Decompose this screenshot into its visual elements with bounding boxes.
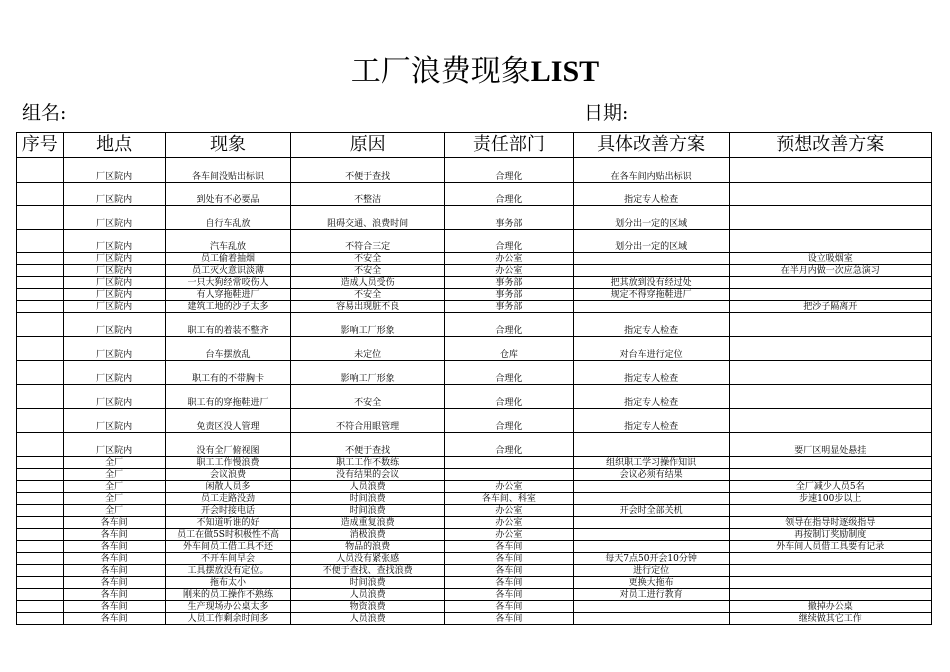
row-expected-plan [729, 457, 932, 469]
row-cause: 职工工作不数练 [291, 457, 445, 469]
table-row [17, 183, 932, 206]
row-specific-plan: 指定专人检查 [573, 183, 729, 206]
row-location: 厂区院内 [63, 409, 165, 433]
row-specific-plan: 把其放到没有经过处 [573, 277, 729, 289]
row-phenomenon: 员工偷着抽烟 [165, 253, 291, 265]
row-cause: 不便于查找、查找浪费 [291, 565, 445, 577]
row-cause: 不便于查找 [291, 433, 445, 457]
row-specific-plan: 指定专人检查 [573, 361, 729, 385]
row-phenomenon: 员工走路没劲 [165, 493, 291, 505]
row-phenomenon: 开会时接电话 [165, 505, 291, 517]
row-phenomenon: 人员工作剩余时间多 [165, 613, 291, 625]
row-expected-plan: 领导在指导时逐级指导 [729, 517, 932, 529]
row-location: 各车间 [63, 589, 165, 601]
row-specific-plan [573, 481, 729, 493]
row-phenomenon: 员工在做5S时积极性不高 [165, 529, 291, 541]
row-department: 办公室 [445, 517, 574, 529]
row-specific-plan: 对员工进行教育 [573, 589, 729, 601]
row-specific-plan [573, 517, 729, 529]
row-expected-plan [729, 313, 932, 337]
row-phenomenon: 会议浪费 [165, 469, 291, 481]
row-specific-plan [573, 541, 729, 553]
row-phenomenon: 刚来的员工操作不熟练 [165, 589, 291, 601]
table-row [17, 313, 932, 337]
row-location: 厂区院内 [63, 277, 165, 289]
row-location: 厂区院内 [63, 289, 165, 301]
table-row [17, 481, 932, 493]
col-header-specific-plan: 具体改善方案 [573, 133, 729, 158]
row-department [445, 469, 574, 481]
table-row [17, 589, 932, 601]
row-department: 合理化 [445, 433, 574, 457]
row-specific-plan [573, 601, 729, 613]
row-index [17, 541, 64, 553]
row-location: 厂区院内 [63, 313, 165, 337]
row-location: 各车间 [63, 565, 165, 577]
date-label: 日期: [584, 102, 629, 124]
row-expected-plan: 要厂区明显处悬挂 [729, 433, 932, 457]
row-expected-plan [729, 289, 932, 301]
row-cause: 容易出现脏不良 [291, 301, 445, 313]
row-department: 事务部 [445, 289, 574, 301]
row-index [17, 206, 64, 230]
row-expected-plan [729, 385, 932, 409]
row-expected-plan [729, 230, 932, 253]
row-cause: 不安全 [291, 289, 445, 301]
row-specific-plan: 划分出一定的区域 [573, 230, 729, 253]
row-cause: 影响工厂形象 [291, 361, 445, 385]
row-location: 厂区院内 [63, 433, 165, 457]
row-specific-plan: 开会时全部关机 [573, 505, 729, 517]
row-department: 各车间 [445, 577, 574, 589]
row-index [17, 577, 64, 589]
row-index [17, 613, 64, 625]
row-cause: 物品的浪费 [291, 541, 445, 553]
row-expected-plan: 再按制订奖励制度 [729, 529, 932, 541]
row-phenomenon: 自行车乱放 [165, 206, 291, 230]
row-index [17, 565, 64, 577]
row-index [17, 253, 64, 265]
row-specific-plan: 更换大拖布 [573, 577, 729, 589]
row-cause: 影响工厂形象 [291, 313, 445, 337]
row-expected-plan [729, 589, 932, 601]
row-department: 合理化 [445, 158, 574, 183]
row-department: 各车间 [445, 613, 574, 625]
row-specific-plan [573, 301, 729, 313]
row-cause: 不符合三定 [291, 230, 445, 253]
row-department: 事务部 [445, 277, 574, 289]
row-cause: 时间浪费 [291, 577, 445, 589]
row-phenomenon: 工具摆放没有定位。 [165, 565, 291, 577]
table-row [17, 409, 932, 433]
row-location: 厂区院内 [63, 337, 165, 361]
row-expected-plan [729, 409, 932, 433]
table-row [17, 277, 932, 289]
row-department: 合理化 [445, 409, 574, 433]
row-location: 全厂 [63, 505, 165, 517]
row-phenomenon: 职工有的着装不整齐 [165, 313, 291, 337]
row-cause: 未定位 [291, 337, 445, 361]
row-specific-plan: 在各车间内贴出标识 [573, 158, 729, 183]
row-expected-plan [729, 553, 932, 565]
row-specific-plan [573, 265, 729, 277]
table-row [17, 601, 932, 613]
table-row [17, 361, 932, 385]
row-department: 各车间 [445, 565, 574, 577]
row-location: 各车间 [63, 553, 165, 565]
row-expected-plan [729, 577, 932, 589]
row-cause: 造成人员受伤 [291, 277, 445, 289]
row-cause: 造成重复浪费 [291, 517, 445, 529]
row-phenomenon: 有人穿拖鞋进厂 [165, 289, 291, 301]
row-location: 全厂 [63, 481, 165, 493]
table-row [17, 230, 932, 253]
row-phenomenon: 生产现场办公桌太多 [165, 601, 291, 613]
waste-list-table [16, 132, 932, 625]
row-index [17, 409, 64, 433]
row-cause: 人员浪费 [291, 481, 445, 493]
table-row [17, 158, 932, 183]
table-row [17, 289, 932, 301]
row-cause: 不符合用眼管理 [291, 409, 445, 433]
row-location: 厂区院内 [63, 253, 165, 265]
row-location: 厂区院内 [63, 361, 165, 385]
row-location: 各车间 [63, 577, 165, 589]
row-expected-plan: 在半月内做一次应急演习 [729, 265, 932, 277]
table-row [17, 553, 932, 565]
row-department: 合理化 [445, 313, 574, 337]
row-department: 合理化 [445, 361, 574, 385]
row-specific-plan [573, 529, 729, 541]
row-location: 厂区院内 [63, 230, 165, 253]
row-phenomenon: 一只大狗经常咬伤人 [165, 277, 291, 289]
row-expected-plan: 撤掉办公桌 [729, 601, 932, 613]
row-department: 合理化 [445, 230, 574, 253]
row-cause: 消极浪费 [291, 529, 445, 541]
row-index [17, 469, 64, 481]
row-expected-plan [729, 505, 932, 517]
row-location: 厂区院内 [63, 301, 165, 313]
row-index [17, 289, 64, 301]
row-phenomenon: 职工有的不带胸卡 [165, 361, 291, 385]
row-department [445, 457, 574, 469]
row-department: 办公室 [445, 265, 574, 277]
table-row [17, 385, 932, 409]
table-row [17, 577, 932, 589]
row-phenomenon: 各车间没贴出标识 [165, 158, 291, 183]
row-index [17, 230, 64, 253]
row-expected-plan [729, 565, 932, 577]
row-cause: 物资浪费 [291, 601, 445, 613]
col-header-cause: 原因 [291, 133, 445, 158]
row-location: 各车间 [63, 529, 165, 541]
row-specific-plan [573, 493, 729, 505]
row-phenomenon: 职工工作慢浪费 [165, 457, 291, 469]
row-index [17, 601, 64, 613]
row-expected-plan: 全厂减少人员5名 [729, 481, 932, 493]
row-index [17, 183, 64, 206]
row-department: 各车间、科室 [445, 493, 574, 505]
row-location: 厂区院内 [63, 385, 165, 409]
row-specific-plan: 指定专人检查 [573, 409, 729, 433]
table-row [17, 505, 932, 517]
row-department: 办公室 [445, 505, 574, 517]
row-expected-plan: 外车间人员借工具要有记录 [729, 541, 932, 553]
row-cause: 时间浪费 [291, 505, 445, 517]
row-department: 各车间 [445, 601, 574, 613]
row-expected-plan [729, 277, 932, 289]
row-location: 各车间 [63, 601, 165, 613]
row-specific-plan: 会议必须有结果 [573, 469, 729, 481]
row-department: 仓库 [445, 337, 574, 361]
row-phenomenon: 汽车乱放 [165, 230, 291, 253]
col-header-index: 序号 [17, 133, 64, 158]
table-row [17, 529, 932, 541]
row-cause: 不整洁 [291, 183, 445, 206]
row-specific-plan: 组织职工学习操作知识 [573, 457, 729, 469]
row-location: 厂区院内 [63, 183, 165, 206]
row-cause: 人员没有紧张感 [291, 553, 445, 565]
row-index [17, 337, 64, 361]
row-specific-plan [573, 433, 729, 457]
row-cause: 时间浪费 [291, 493, 445, 505]
row-location: 全厂 [63, 469, 165, 481]
col-header-location: 地点 [63, 133, 165, 158]
row-expected-plan [729, 206, 932, 230]
row-location: 厂区院内 [63, 265, 165, 277]
row-index [17, 553, 64, 565]
row-location: 各车间 [63, 541, 165, 553]
table-row [17, 613, 932, 625]
page-title [0, 52, 950, 92]
row-department: 各车间 [445, 553, 574, 565]
row-location: 各车间 [63, 613, 165, 625]
row-phenomenon: 台车摆放乱 [165, 337, 291, 361]
row-specific-plan: 指定专人检查 [573, 313, 729, 337]
row-index [17, 361, 64, 385]
row-index [17, 457, 64, 469]
row-specific-plan: 进行定位 [573, 565, 729, 577]
row-specific-plan: 每天7点50开会10分钟 [573, 553, 729, 565]
row-phenomenon: 不开车间早会 [165, 553, 291, 565]
row-index [17, 385, 64, 409]
row-phenomenon: 到处有不必要品 [165, 183, 291, 206]
row-phenomenon: 外车间员工借工具不还 [165, 541, 291, 553]
table-row [17, 469, 932, 481]
row-cause: 不安全 [291, 265, 445, 277]
table-row [17, 206, 932, 230]
row-expected-plan [729, 469, 932, 481]
row-specific-plan: 划分出一定的区域 [573, 206, 729, 230]
row-department: 各车间 [445, 541, 574, 553]
table-row [17, 565, 932, 577]
col-header-department: 责任部门 [445, 133, 574, 158]
row-department: 办公室 [445, 481, 574, 493]
col-header-expected-plan: 预想改善方案 [729, 133, 932, 158]
row-index [17, 158, 64, 183]
row-cause: 阻碍交通、浪费时间 [291, 206, 445, 230]
row-phenomenon: 建筑工地的沙子太多 [165, 301, 291, 313]
row-specific-plan: 指定专人检查 [573, 385, 729, 409]
table-row [17, 337, 932, 361]
row-expected-plan [729, 183, 932, 206]
row-phenomenon: 免责区没人管理 [165, 409, 291, 433]
row-phenomenon: 不知道听谁的好 [165, 517, 291, 529]
row-index [17, 529, 64, 541]
row-cause: 不安全 [291, 385, 445, 409]
row-cause: 人员浪费 [291, 613, 445, 625]
row-cause: 没有结果的会议 [291, 469, 445, 481]
row-expected-plan [729, 337, 932, 361]
table-row [17, 253, 932, 265]
row-department: 办公室 [445, 253, 574, 265]
row-expected-plan [729, 158, 932, 183]
header-row [17, 133, 932, 158]
row-index [17, 589, 64, 601]
table-row [17, 493, 932, 505]
row-expected-plan: 步速100步以上 [729, 493, 932, 505]
col-header-phenomenon: 现象 [165, 133, 291, 158]
row-expected-plan: 继续做其它工作 [729, 613, 932, 625]
row-cause: 人员浪费 [291, 589, 445, 601]
group-name-label: 组名: [22, 102, 67, 124]
row-index [17, 505, 64, 517]
row-index [17, 433, 64, 457]
row-department: 办公室 [445, 529, 574, 541]
table-row [17, 541, 932, 553]
row-specific-plan [573, 613, 729, 625]
title-cn: 工厂浪费现象 [350, 54, 531, 89]
row-index [17, 301, 64, 313]
row-location: 全厂 [63, 457, 165, 469]
row-index [17, 493, 64, 505]
row-department: 事务部 [445, 301, 574, 313]
row-specific-plan: 规定不得穿拖鞋进厂 [573, 289, 729, 301]
row-department: 各车间 [445, 589, 574, 601]
row-phenomenon: 职工有的穿拖鞋进厂 [165, 385, 291, 409]
row-phenomenon: 员工灭火意识淡薄 [165, 265, 291, 277]
table-row [17, 265, 932, 277]
row-index [17, 481, 64, 493]
row-phenomenon: 拖布太小 [165, 577, 291, 589]
table-row [17, 517, 932, 529]
row-index [17, 517, 64, 529]
row-department: 事务部 [445, 206, 574, 230]
row-location: 各车间 [63, 517, 165, 529]
row-index [17, 277, 64, 289]
row-location: 厂区院内 [63, 158, 165, 183]
title-latin: LIST [530, 55, 600, 88]
row-department: 合理化 [445, 183, 574, 206]
row-expected-plan: 把沙子隔离开 [729, 301, 932, 313]
row-phenomenon: 闲散人员多 [165, 481, 291, 493]
row-cause: 不便于查找 [291, 158, 445, 183]
table-row [17, 301, 932, 313]
row-index [17, 313, 64, 337]
table-row [17, 457, 932, 469]
row-department: 合理化 [445, 385, 574, 409]
table-row [17, 433, 932, 457]
row-location: 全厂 [63, 493, 165, 505]
row-specific-plan [573, 253, 729, 265]
row-expected-plan [729, 361, 932, 385]
row-specific-plan: 对台车进行定位 [573, 337, 729, 361]
row-index [17, 265, 64, 277]
row-phenomenon: 没有全厂俯视图 [165, 433, 291, 457]
row-cause: 不安全 [291, 253, 445, 265]
row-location: 厂区院内 [63, 206, 165, 230]
row-expected-plan: 设立吸烟室 [729, 253, 932, 265]
